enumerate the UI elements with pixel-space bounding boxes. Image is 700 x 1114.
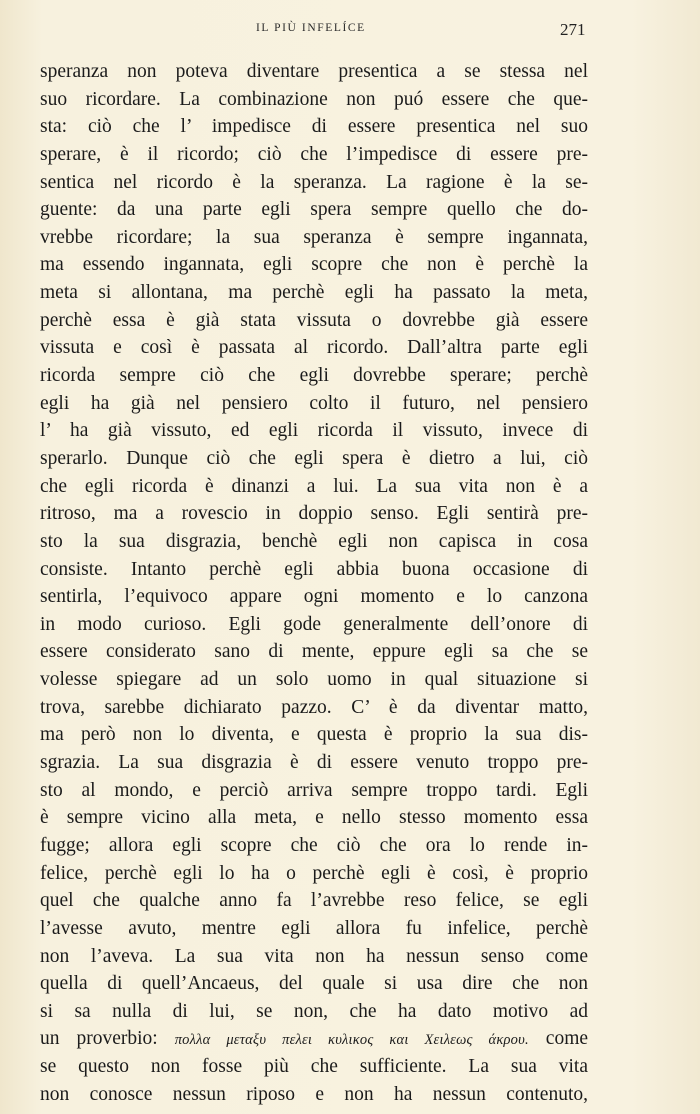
body-text — [40, 58, 588, 1108]
text-line: in modo curioso. Egli gode generalmente dell’onore di — [40, 613, 588, 635]
text-line: ritroso, ma a rovescio in doppio senso. Egli sentirà pre- — [40, 503, 588, 525]
text-line: se questo non fosse più che sufficiente. La sua vita — [40, 1056, 588, 1078]
text-line: sentirla, l’equivoco appare ogni momento e lo canzona — [40, 586, 588, 608]
text-line: felice, perchè egli lo ha o perchè egli è così, è proprio — [40, 862, 588, 884]
text-line: sentica nel ricordo è la speranza. La ragione è la se- — [40, 171, 588, 193]
text-line: sta: ciò che l’ impedisce di essere presentica nel suo — [40, 116, 588, 138]
text-line: l’avesse avuto, mentre egli allora fu infelice, perchè — [40, 917, 588, 939]
text-line: non conosce nessun riposo e non ha nessun contenuto, — [40, 1083, 588, 1105]
text-line: si sa nulla di lui, se non, che ha dato motivo ad — [40, 1000, 588, 1022]
proverb-intro: un proverbio: — [40, 1028, 158, 1050]
proverb-outro: come — [545, 1028, 588, 1050]
text-line: sgrazia. La sua disgrazia è di essere venuto troppo pre- — [40, 752, 588, 774]
running-header — [0, 20, 700, 42]
text-line: suo ricordare. La combinazione non puó essere che que- — [40, 88, 588, 110]
text-line: sto la sua disgrazia, benchè egli non capisca in cosa — [40, 530, 588, 552]
text-line: vrebbe ricordare; la sua speranza è sempre ingannata, — [40, 226, 588, 248]
text-line: non l’aveva. La sua vita non ha nessun senso come — [40, 945, 588, 967]
text-line: ma essendo ingannata, egli scopre che non è perchè la — [40, 254, 588, 276]
text-line: l’ ha già vissuto, ed egli ricorda il vissuto, invece di — [40, 420, 588, 442]
text-line: sperare, è il ricordo; ciò che l’impedisce di essere pre- — [40, 143, 588, 165]
text-line: ricorda sempre ciò che egli dovrebbe sperare; perchè — [40, 365, 588, 387]
text-line: sto al mondo, e perciò arriva sempre troppo tardi. Egli — [40, 779, 588, 801]
text-line: meta si allontana, ma perchè egli ha passato la meta, — [40, 282, 588, 304]
text-line: egli ha già nel pensiero colto il futuro, nel pensiero — [40, 392, 588, 414]
text-line: essere considerato sano di mente, eppure egli sa che se — [40, 641, 588, 663]
page-number: 271 — [560, 20, 586, 39]
text-line: fugge; allora egli scopre che ciò che ora lo rende in- — [40, 834, 588, 856]
proverb-line — [40, 1025, 588, 1053]
running-title: IL PIÙ INFELÍCE — [256, 22, 366, 34]
greek-proverb: πολλα μεταξυ πελει κυλικος και Χειλεως άκρου. — [174, 1032, 529, 1049]
text-line: volesse spiegare ad un solo uomo in qual situazione si — [40, 669, 588, 691]
text-line: perchè essa è già stata vissuta o dovrebbe già essere — [40, 309, 588, 331]
text-line: è sempre vicino alla meta, e nello stesso momento essa — [40, 807, 588, 829]
text-line: trova, sarebbe dichiarato pazzo. C’ è da diventar matto, — [40, 696, 588, 718]
text-line: quella di quell’Ancaeus, del quale si usa dire che non — [40, 973, 588, 995]
text-line: ma però non lo diventa, e questa è proprio la sua dis- — [40, 724, 588, 746]
text-line: guente: da una parte egli spera sempre quello che do- — [40, 199, 588, 221]
text-line: sperarlo. Dunque ciò che egli spera è dietro a lui, ciò — [40, 447, 588, 469]
text-line: vissuta e così è passata al ricordo. Dall’altra parte egli — [40, 337, 588, 359]
text-line: consiste. Intanto perchè egli abbia buona occasione di — [40, 558, 588, 580]
text-line: che egli ricorda è dinanzi a lui. La sua vita non è a — [40, 475, 588, 497]
text-line: quel che qualche anno fa l’avrebbe reso felice, se egli — [40, 890, 588, 912]
text-line: speranza non poteva diventare presentica a se stessa nel — [40, 61, 588, 82]
